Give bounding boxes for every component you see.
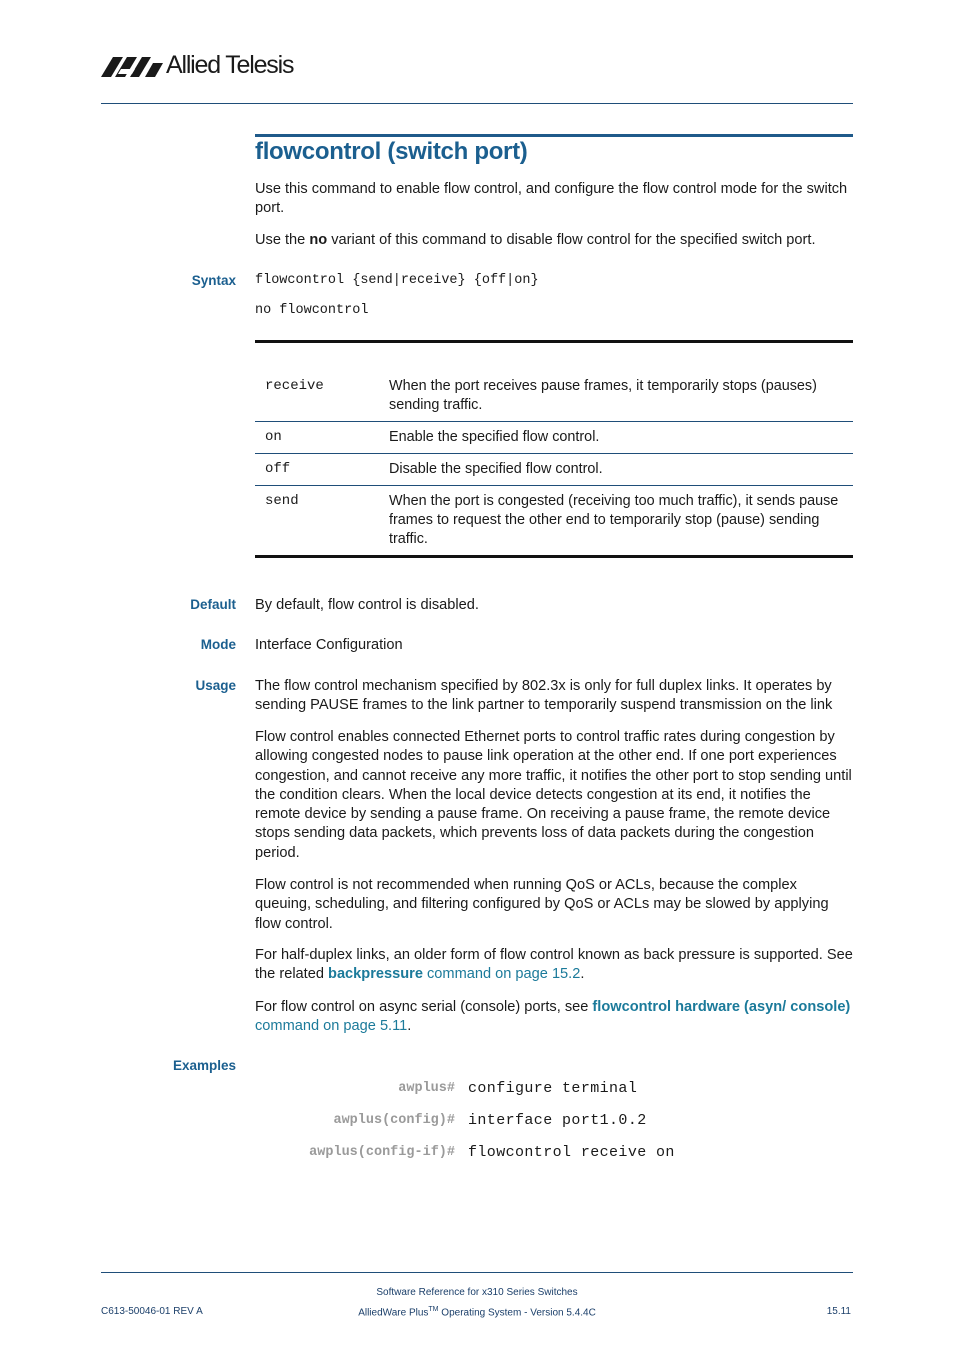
usage-p4-end: . — [580, 966, 585, 983]
footer-os-rest: Operating System - Version 5.4.4C — [438, 1307, 596, 1319]
mode-label: Mode — [200, 637, 236, 652]
mode-text: Interface Configuration — [255, 637, 403, 653]
logo-text: Allied Telesis — [166, 51, 294, 79]
title-rule — [255, 134, 853, 137]
intro-text-rest: variant of this command to disable flow control for the specified switch port. — [327, 232, 816, 248]
param-key: on — [265, 429, 282, 445]
usage-paragraph-3: Flow control is not recommended when running QoS or ACLs, because the complex queuing, scheduling, and filtering configured by QoS or ACLs may be slowed by applying flow control. — [255, 877, 829, 932]
usage-label: Usage — [195, 678, 236, 693]
intro-bold-no: no — [309, 232, 328, 248]
example-command: configure terminal — [468, 1080, 638, 1097]
table-row — [255, 454, 853, 486]
table-row — [255, 486, 853, 557]
table-row — [255, 371, 853, 422]
backpressure-link[interactable] — [328, 966, 580, 982]
page-title: flowcontrol (switch port) — [255, 138, 528, 165]
parameter-table — [255, 340, 853, 558]
usage-p5-end: . — [407, 1018, 412, 1035]
default-label: Default — [190, 597, 236, 612]
footer-rule — [101, 1272, 853, 1273]
footer-doc-id: C613-50046-01 REV A — [101, 1306, 203, 1317]
usage-paragraph-5 — [255, 998, 853, 1037]
param-desc: When the port is congested (receiving too much traffic), it sends pause frames to request the other end to temporarily stop (pause) sending traffic. — [389, 493, 839, 547]
syntax-line-2: no flowcontrol — [255, 303, 369, 318]
usage-paragraph-1: The flow control mechanism specified by 802.3x is only for full duplex links. It operates by sending PAUSE frames to the link partner to temporarily suspend transmission on the link — [255, 678, 833, 714]
usage-paragraph-4 — [255, 946, 853, 985]
example-prompt: awplus(config-if)# — [309, 1145, 455, 1160]
syntax-label: Syntax — [191, 273, 236, 288]
usage-p5-text: For flow control on async serial (console) ports, see — [255, 999, 593, 1015]
example-prompt: awplus# — [398, 1081, 455, 1096]
header-rule — [101, 103, 853, 104]
table-header-spacer — [255, 342, 853, 372]
usage-paragraph-2: Flow control enables connected Ethernet ports to control traffic rates during congestion by allowing congested nodes to pause link operation at the other end. If one port experiences congestion, and cannot receive any more traffic, it notifies the other port to stop sending until the condition clears. When the local device detects congestion at its end, it notifies the remote device by sending a pause frame. On receiving a pause frame, the remote device stops sending data packets, which prevents loss of data packets during the congestion period. — [255, 729, 852, 861]
param-key: off — [265, 461, 291, 477]
param-desc: Enable the specified flow control. — [389, 429, 600, 445]
usage-p4-text: For half-duplex links, an older form of flow control known as back pressure is supported. See the related — [255, 947, 853, 983]
examples-label: Examples — [172, 1058, 236, 1073]
intro-paragraph-2 — [255, 231, 853, 250]
backpressure-link-bold[interactable]: backpressure — [328, 966, 423, 983]
flowcontrol-hardware-link-bold[interactable]: flowcontrol hardware (asyn/ console) — [592, 999, 851, 1015]
param-desc: When the port receives pause frames, it temporarily stops (pauses) sending traffic. — [389, 378, 817, 413]
footer-trademark: TM — [428, 1306, 439, 1313]
param-key: receive — [265, 378, 324, 394]
flowcontrol-hardware-link-page[interactable]: command on page 5.11 — [255, 1018, 408, 1035]
allied-telesis-logo — [101, 50, 301, 80]
param-key: send — [265, 493, 299, 509]
default-text: By default, flow control is disabled. — [255, 597, 479, 613]
intro-paragraph-1: Use this command to enable flow control, and configure the flow control mode for the switch port. — [255, 181, 848, 217]
footer-title: Software Reference for x310 Series Switches — [376, 1287, 578, 1298]
example-command: interface port1.0.2 — [468, 1112, 647, 1129]
footer-page-number: 15.11 — [826, 1306, 851, 1317]
intro-text: Use the — [255, 232, 310, 248]
table-row — [255, 422, 853, 454]
syntax-line-1: flowcontrol {send|receive} {off|on} — [255, 273, 539, 288]
example-prompt: awplus(config)# — [333, 1113, 455, 1128]
logo-mark-icon — [101, 55, 163, 79]
footer-os-name: AlliedWare Plus — [358, 1307, 429, 1319]
backpressure-link-page[interactable]: command on page 15.2 — [422, 966, 581, 983]
example-command: flowcontrol receive on — [468, 1144, 675, 1161]
param-desc: Disable the specified flow control. — [389, 461, 603, 477]
